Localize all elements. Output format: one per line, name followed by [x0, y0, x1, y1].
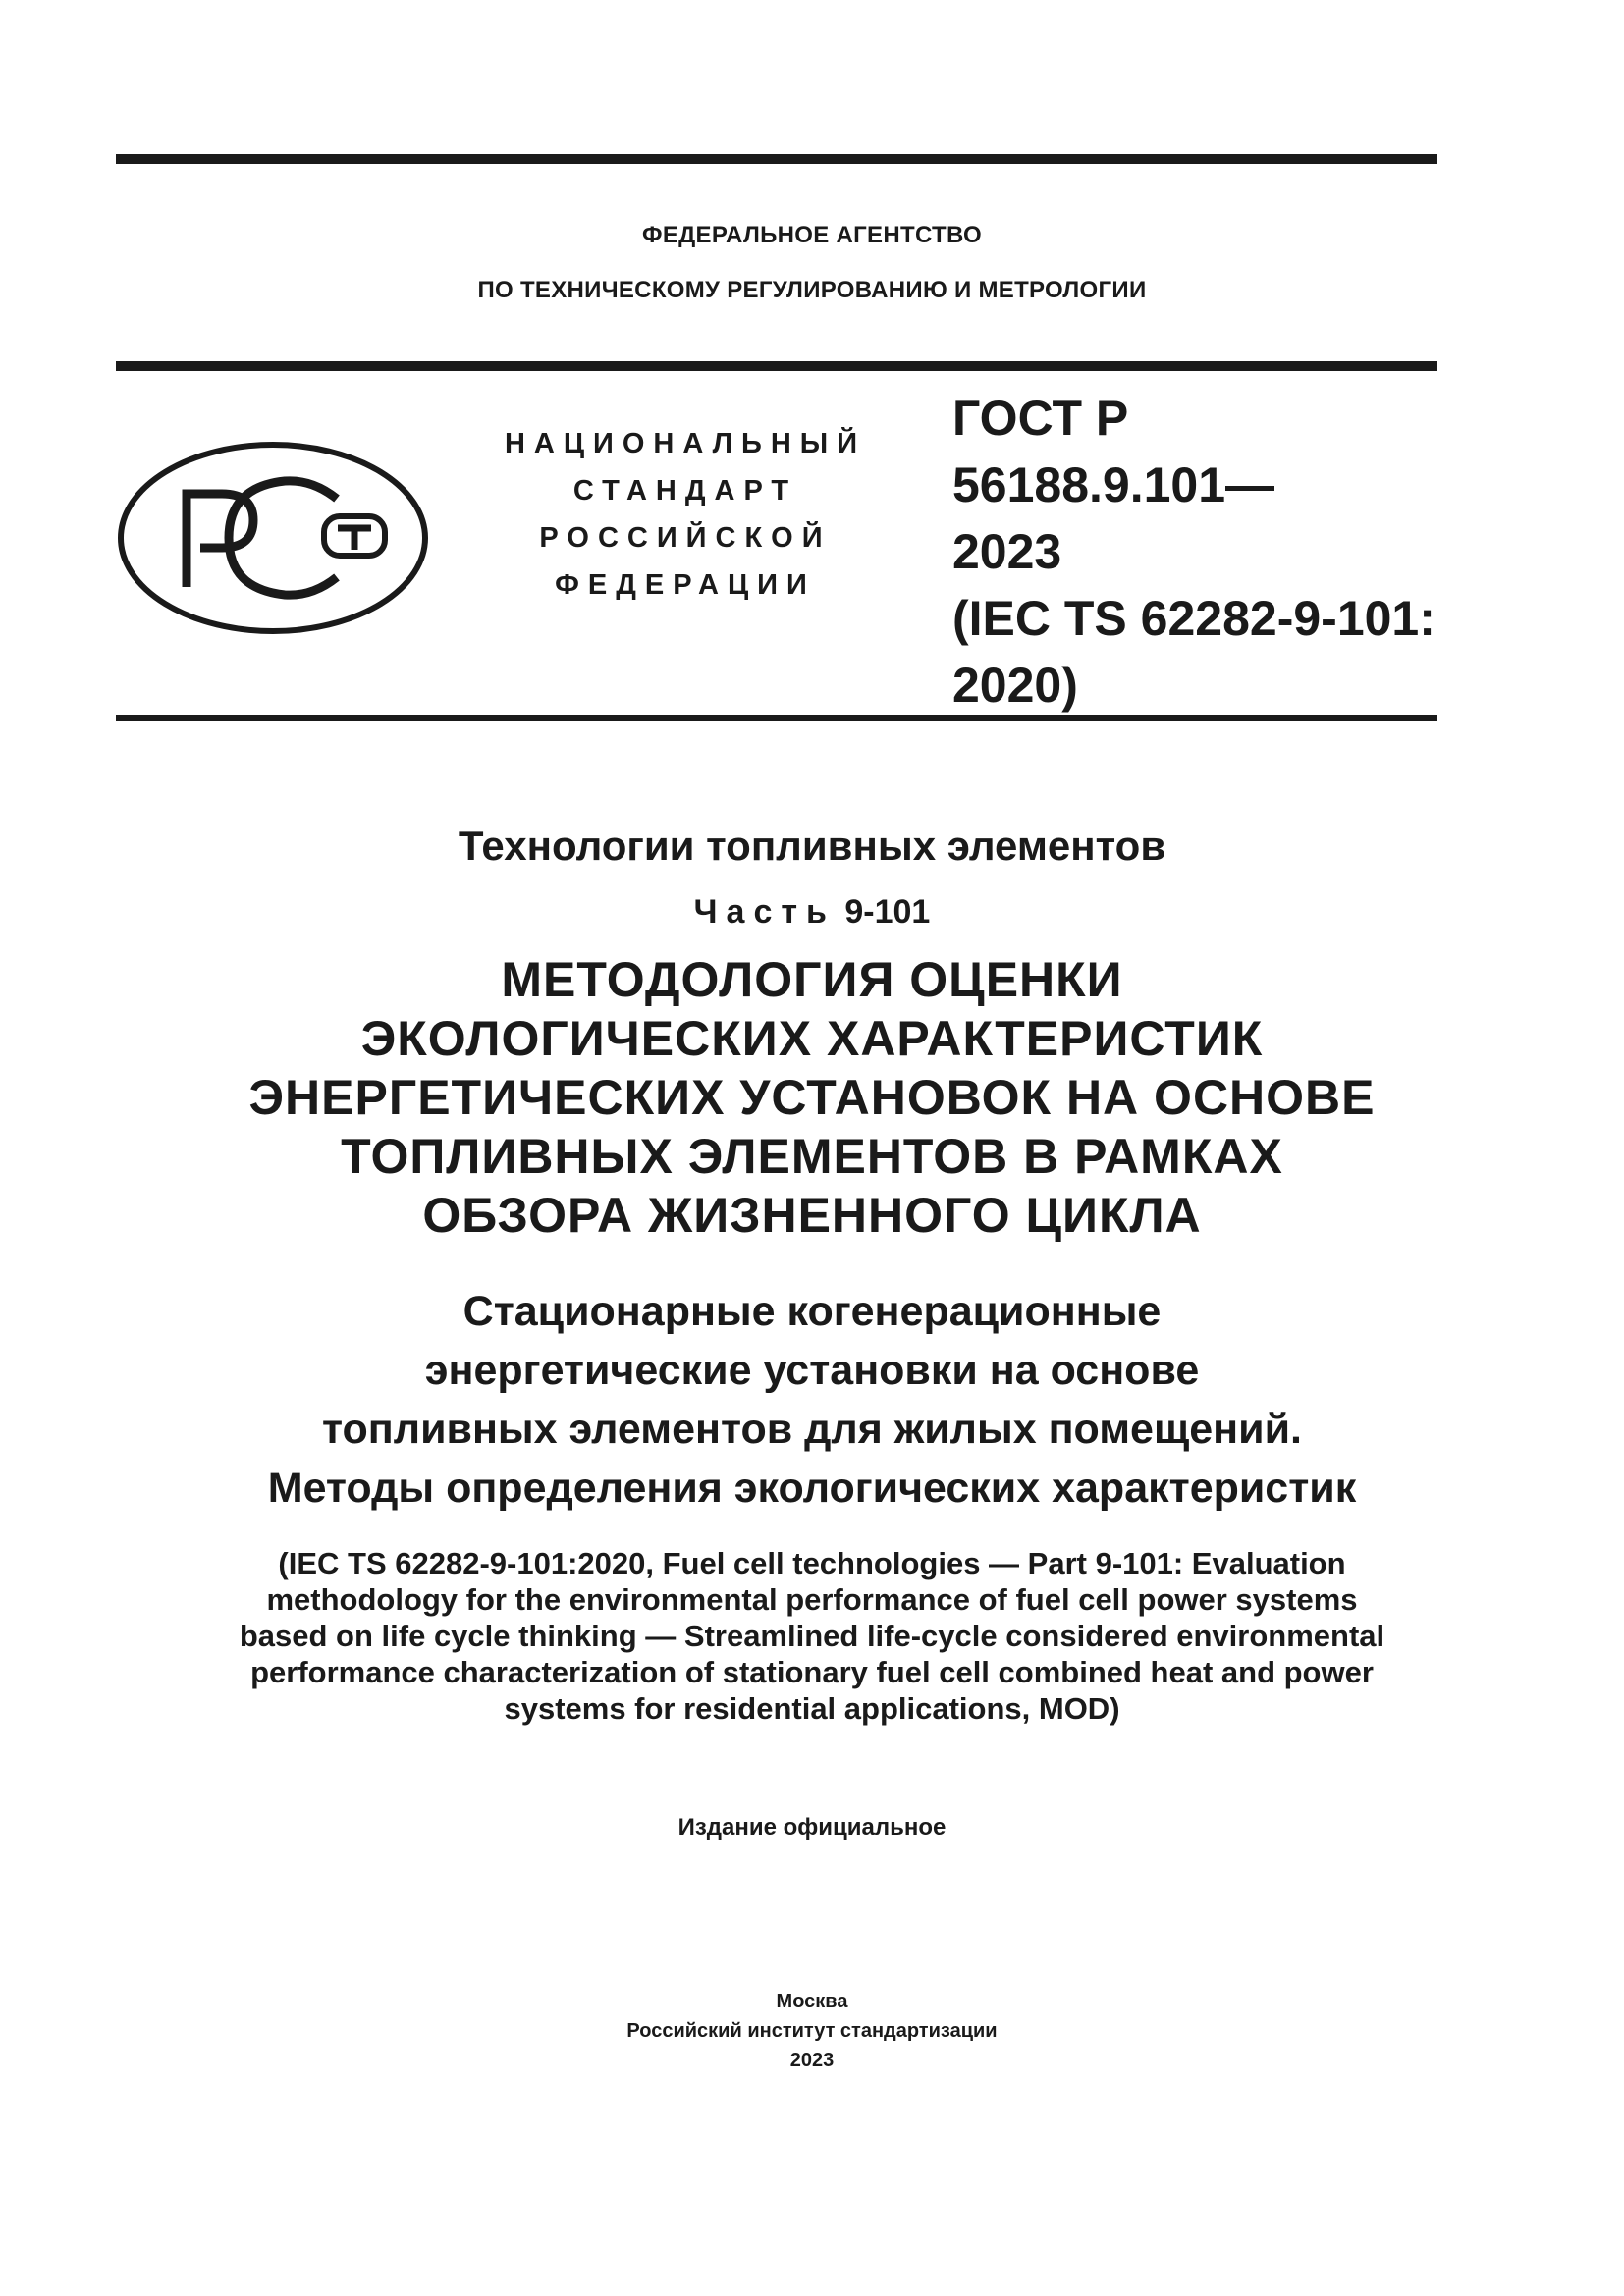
main-title-line-5: ОБЗОРА ЖИЗНЕННОГО ЦИКЛА [422, 1188, 1202, 1243]
part-label [0, 893, 1624, 932]
english-title-line-3: based on life cycle thinking — Streamlined life-cycle considered environmental [239, 1619, 1385, 1653]
main-title-line-1: МЕТОДОЛОГИЯ ОЦЕНКИ [501, 952, 1123, 1007]
designation-line-4: (IEC TS 62282-9-101: [952, 591, 1435, 646]
subtitle-line-2: энергетические установки на основе [424, 1347, 1200, 1394]
agency-line-2: ПО ТЕХНИЧЕСКОМУ РЕГУЛИРОВАНИЮ И МЕТРОЛОГИИ [477, 277, 1147, 303]
part-word: Часть [693, 893, 836, 931]
english-title [0, 1545, 1624, 1727]
rst-logo-icon [116, 440, 430, 636]
standard-designation [952, 385, 1443, 719]
subtitle-line-1: Стационарные когенерационные [462, 1288, 1162, 1335]
designation-line-2: 56188.9.101— [952, 457, 1275, 512]
english-title-line-1: (IEC TS 62282-9-101:2020, Fuel cell technologies — Part 9-101: Evaluation [278, 1546, 1346, 1580]
national-standard-line-2: СТАНДАРТ [572, 475, 798, 507]
national-standard-line-3: РОССИЙСКОЙ [539, 522, 832, 554]
main-title-line-2: ЭКОЛОГИЧЕСКИХ ХАРАКТЕРИСТИК [360, 1011, 1264, 1066]
designation-line-1: ГОСТ Р [952, 391, 1129, 446]
designation-line-3: 2023 [952, 524, 1062, 579]
imprint-publisher: Российский институт стандартизации [626, 2020, 998, 2042]
series-title: Технологии топливных элементов [458, 823, 1166, 869]
subtitle-line-3: топливных элементов для жилых помещений. [322, 1406, 1302, 1453]
main-title-line-4: ТОПЛИВНЫХ ЭЛЕМЕНТОВ В РАМКАХ [341, 1129, 1283, 1184]
subtitle-line-4: Методы определения экологических характеристик [267, 1465, 1357, 1512]
english-title-line-4: performance characterization of stationary fuel cell combined heat and power [250, 1655, 1374, 1689]
imprint-year: 2023 [789, 2050, 835, 2071]
national-standard-block [469, 420, 901, 609]
imprint-city: Москва [776, 1991, 848, 2012]
subtitle [0, 1282, 1624, 1518]
main-title-line-3: ЭНЕРГЕТИЧЕСКИХ УСТАНОВОК НА ОСНОВЕ [248, 1070, 1376, 1125]
imprint [0, 1987, 1624, 2075]
national-standard-line-1: НАЦИОНАЛЬНЫЙ [504, 428, 867, 459]
designation-rule [116, 715, 1437, 721]
english-title-line-5: systems for residential applications, MOD) [504, 1691, 1120, 1726]
national-standard-line-4: ФЕДЕРАЦИИ [555, 569, 816, 601]
part-number: 9-101 [844, 893, 931, 931]
header-rule [116, 361, 1437, 371]
edition-label: Издание официальное [677, 1814, 947, 1841]
designation-line-5: 2020) [952, 658, 1078, 713]
agency-line-1: ФЕДЕРАЛЬНОЕ АГЕНТСТВО [642, 222, 982, 248]
top-rule [116, 154, 1437, 164]
english-title-line-2: methodology for the environmental performance of fuel cell power systems [266, 1582, 1358, 1617]
main-title [0, 950, 1624, 1245]
